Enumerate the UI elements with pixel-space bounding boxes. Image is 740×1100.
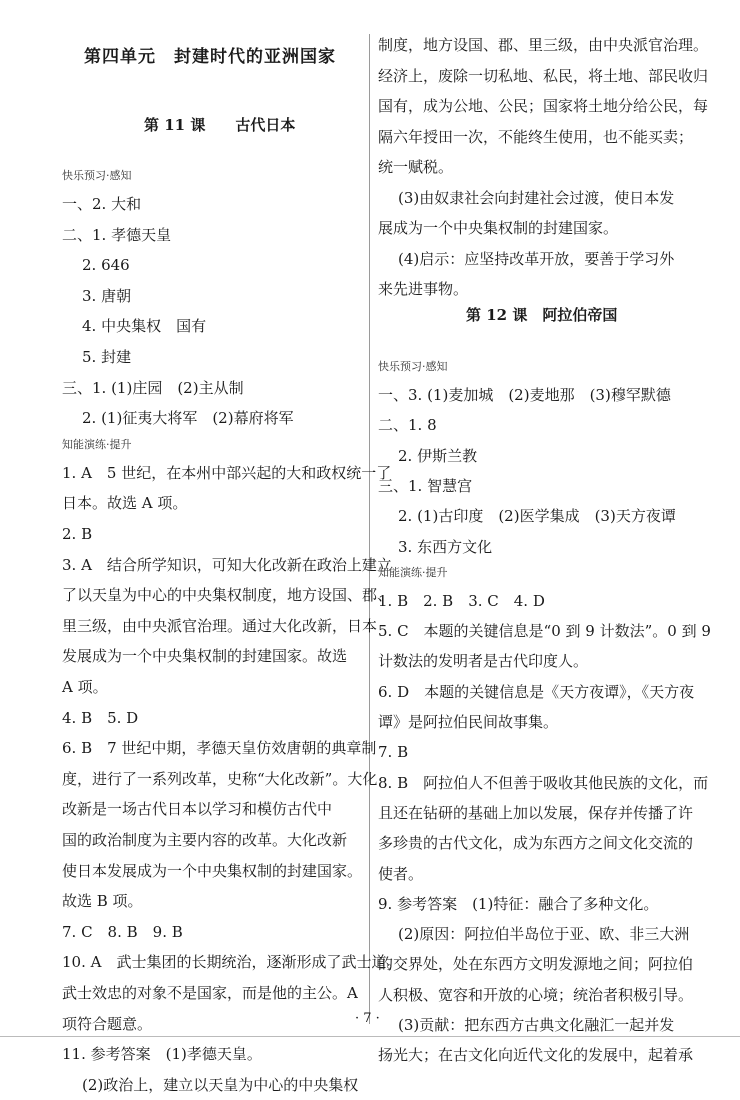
answer-line: 三、1. (1)庄园 (2)主从制 bbox=[62, 378, 244, 397]
answer-line: 10. A 武士集团的长期统治，逐渐形成了武士道。 bbox=[62, 953, 402, 972]
answer-line: 经济上，废除一切私地、私民，将土地、部民收归 bbox=[378, 66, 709, 85]
section-label: 快乐预习·感知 bbox=[378, 360, 448, 373]
answer-line: 一、3. (1)麦加城 (2)麦地那 (3)穆罕默德 bbox=[378, 386, 671, 404]
section-label: 知能演练·提升 bbox=[62, 437, 132, 451]
answer-line: 人积极、宽容和开放的心境；统治者积极引导。 bbox=[378, 985, 694, 1004]
answer-line: 2. 伊斯兰教 bbox=[398, 446, 478, 465]
section-label: 快乐预习·感知 bbox=[62, 169, 132, 182]
answer-line: 2. (1)征夷大将军 (2)幕府将军 bbox=[82, 409, 294, 428]
answer-line: 1. A 5 世纪，在本州中部兴起的大和政权统一了 bbox=[62, 463, 392, 482]
answer-line: 7. C 8. B 9. B bbox=[62, 922, 183, 941]
answer-line: 国有，成为公地、公民；国家将土地分给公民，每 bbox=[378, 97, 709, 115]
answer-line: 5. C 本题的关键信息是“0 到 9 计数法”。0 到 9 bbox=[378, 622, 711, 641]
lesson-11-title: 第 11 课 古代日本 bbox=[144, 116, 296, 134]
answer-line: 4. 中央集权 国有 bbox=[82, 317, 207, 336]
answer-line: 扬光大；在古文化向近代文化的发展中，起着承 bbox=[378, 1046, 694, 1065]
answer-line: A 项。 bbox=[62, 678, 108, 696]
answer-line: 了以天皇为中心的中央集权制度，地方设国、郡、 bbox=[62, 586, 393, 605]
answer-line: 6. B 7 世纪中期，孝德天皇仿效唐朝的典章制 bbox=[62, 739, 377, 758]
answer-line: 二、1. 8 bbox=[378, 416, 437, 435]
answer-line: 8. B 阿拉伯人不但善于吸收其他民族的文化，而 bbox=[378, 773, 709, 792]
answer-line: 展成为一个中央集权制的封建国家。 bbox=[378, 219, 619, 237]
answer-line: 一、2. 大和 bbox=[62, 195, 142, 213]
answer-line: 里三级，由中央派官治理。通过大化改新，日本 bbox=[62, 616, 378, 635]
answer-line: 国的政治制度为主要内容的改革。大化改新 bbox=[62, 831, 348, 849]
answer-line: (4)启示：应坚持改革开放，要善于学习外 bbox=[398, 249, 675, 268]
answer-line: 制度，地方设国、郡、里三级，由中央派官治理。 bbox=[378, 36, 709, 54]
answer-line: 二、1. 孝德天皇 bbox=[62, 225, 172, 244]
answer-line: 5. 封建 bbox=[82, 348, 132, 366]
answer-line: 三、1. 智慧宫 bbox=[378, 476, 473, 495]
answer-line: 谭》是阿拉伯民间故事集。 bbox=[378, 713, 559, 731]
answer-line: 6. D 本题的关键信息是《天方夜谭》，《天方夜 bbox=[378, 682, 695, 701]
answer-line: 发展成为一个中央集权制的封建国家。故选 bbox=[62, 647, 348, 666]
answer-line: (2)原因：阿拉伯半岛位于亚、欧、非三大洲 bbox=[398, 925, 690, 944]
answer-line: 度，进行了一系列改革，史称“大化改新”。大化 bbox=[62, 769, 378, 788]
answer-line: 项符合题意。 bbox=[62, 1014, 153, 1033]
answer-line: 使日本发展成为一个中央集权制的封建国家。 bbox=[62, 861, 363, 880]
lesson-12-title: 第 12 课 阿拉伯帝国 bbox=[466, 306, 618, 324]
column-divider bbox=[369, 34, 370, 1024]
answer-line: (3)由奴隶社会向封建社会过渡，使日本发 bbox=[398, 188, 675, 207]
answer-line: 2. (1)古印度 (2)医学集成 (3)天方夜谭 bbox=[398, 507, 676, 526]
answer-line: 改新是一场古代日本以学习和模仿古代中 bbox=[62, 800, 333, 819]
answer-line: 且还在钻研的基础上加以发展，保存并传播了许 bbox=[378, 803, 694, 822]
answer-line: 3. 唐朝 bbox=[82, 286, 132, 305]
bottom-rule bbox=[0, 1036, 740, 1037]
answer-line: (3)贡献：把东西方古典文化融汇一起并发 bbox=[398, 1016, 675, 1034]
answer-line: 2. B bbox=[62, 525, 93, 543]
answer-line: 武士效忠的对象不是国家，而是他的主公。A bbox=[62, 984, 358, 1002]
answer-line: 日本。故选 A 项。 bbox=[62, 494, 188, 513]
answer-line: 3. 东西方文化 bbox=[398, 537, 493, 556]
page-number: · 7 · bbox=[355, 1011, 380, 1026]
answer-line: 1. B 2. B 3. C 4. D bbox=[378, 591, 545, 610]
answer-line: 统一赋税。 bbox=[378, 158, 454, 176]
answer-line: 隔六年授田一次，不能终生使用，也不能买卖； bbox=[378, 127, 694, 146]
answer-line: 9. 参考答案 (1)特征：融合了多种文化。 bbox=[378, 894, 659, 913]
answer-line: 多珍贵的古代文化，成为东西方之间文化交流的 bbox=[378, 834, 694, 853]
answer-line: 使者。 bbox=[378, 864, 424, 883]
answer-line: (2)政治上，建立以天皇为中心的中央集权 bbox=[82, 1075, 359, 1094]
answer-line: 4. B 5. D bbox=[62, 708, 139, 727]
answer-line: 计数法的发明者是古代印度人。 bbox=[378, 652, 589, 671]
answer-line: 来先进事物。 bbox=[378, 280, 469, 298]
answer-line: 11. 参考答案 (1)孝德天皇。 bbox=[62, 1045, 262, 1064]
answer-line: 故选 B 项。 bbox=[62, 892, 143, 911]
unit-title: 第四单元 封建时代的亚洲国家 bbox=[84, 47, 336, 67]
answer-line: 2. 646 bbox=[82, 256, 130, 275]
answer-line: 3. A 结合所学知识，可知大化改新在政治上建立 bbox=[62, 555, 392, 574]
section-label: 知能演练·提升 bbox=[378, 565, 448, 579]
answer-line: 的交界处，处在东西方文明发源地之间；阿拉伯 bbox=[378, 955, 694, 974]
answer-line: 7. B bbox=[378, 743, 409, 762]
